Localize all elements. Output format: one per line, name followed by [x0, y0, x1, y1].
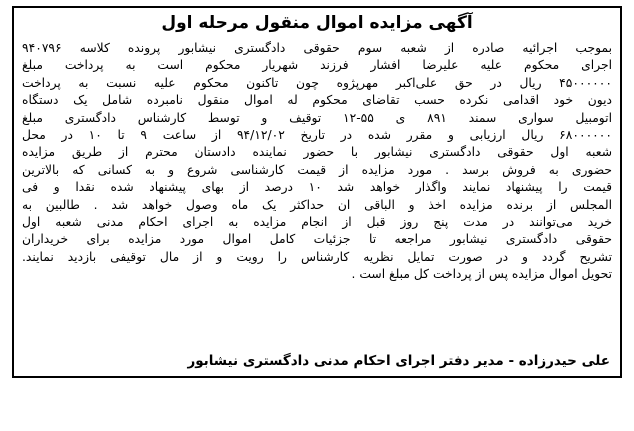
- body-line: اجرای محکوم علیه علیرضا افشار فرزند شهریار محکوم است به پرداخت مبلغ: [22, 58, 612, 73]
- body-line: اتومبیل سواری سمند ۸۹۱ ی ۵۵-۱۲ توقیف و توسط کارشناس دادگستری مبلغ: [22, 110, 612, 125]
- body-line: المجلس از برنده مزایده اخذ و الباقی ان حداکثر یک ماه وصول خواهد شد . طالبین به: [22, 197, 612, 212]
- body-line: ۶۸۰۰۰۰۰۰ ریال ارزیابی و مقرر شده در تاریخ ۹۴/۱۲/۰۲ از ساعت ۹ تا ۱۰ در محل: [22, 127, 612, 142]
- body-line: قیمت را پیشنهاد نمایند واگذار خواهد شد ۱۰ درصد از بهای پیشنهاد شده نقدا و فی: [22, 180, 612, 195]
- body-line: دیون خود اقدامی نکرده حسب تقاضای محکوم له اموال منقول نامبرده شامل یک دستگاه: [22, 93, 612, 108]
- body-line: حقوقی دادگستری نیشابور مراجعه تا جزئیات کامل اموال مورد مزایده برای خریداران: [22, 232, 612, 247]
- notice-body: [22, 40, 612, 283]
- body-line: تشریح گردد و در صورت تمایل نظریه کارشناس را رویت و از مال توقیفی بازدید نمایند.: [22, 249, 612, 264]
- body-line: شعبه اول حقوقی دادگستری نیشابور با حضور نماینده دادستان محترم از طریق مزایده: [22, 145, 612, 160]
- auction-notice-frame: [12, 6, 622, 378]
- notice-title: آگهی مزایده اموال منقول مرحله اول: [161, 13, 473, 33]
- body-line: ۴۵۰۰۰۰۰۰ ریال در حق علی‌اکبر مهرپژوه چون تاکنون محکوم علیه نسبت به پرداخت: [22, 75, 612, 90]
- body-line: حضوری به فروش برسد . مورد مزایده از قیمت کارشناسی شروع و به کسانی که بالاترین: [22, 162, 612, 177]
- body-line: تحویل اموال مزایده پس از پرداخت کل مبلغ است .: [351, 267, 612, 282]
- body-line: بموجب اجرائیه صادره از شعبه سوم حقوقی دادگستری نیشابور پرونده کلاسه ۹۴۰۷۹۶: [22, 41, 612, 55]
- signature: علی حیدرزاده - مدیر دفتر اجرای احکام مدنی دادگستری نیشابور: [187, 353, 610, 369]
- body-line: خرید می‌توانند در مدت پنج روز قبل از انجام مزایده به اجرای احکام مدنی شعبه اول: [22, 214, 612, 229]
